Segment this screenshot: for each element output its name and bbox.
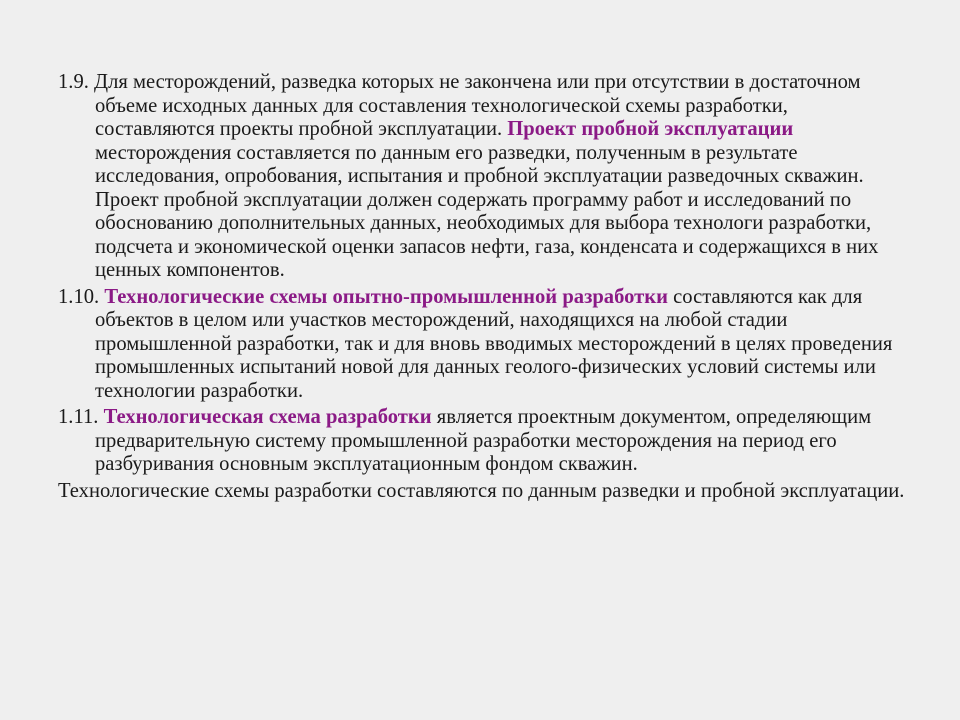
paragraph-1-9: [58, 71, 908, 283]
paragraph-text: Для месторождений, разведка которых не закончена или при отсутствии в достаточном объеме исходных данных для составления технологической схемы разработки, составляются проекты пробной эксплуатации.: [88, 71, 861, 140]
slide-body: [58, 71, 908, 506]
paragraph-1-11: [58, 406, 908, 477]
paragraph-text: является проектным документом, определяющим предварительную систему промышленной разработки месторождения на период его разбуривания основным эксплуатационным фондом скважин.: [95, 406, 872, 475]
highlighted-term: Технологические схемы опытно-промышленной разработки: [104, 285, 668, 308]
paragraph-number: 1.10.: [58, 285, 100, 308]
paragraph-text: месторождения составляется по данным его разведки, полученным в результате исследования, опробования, испытания и пробной эксплуатации разведочных скважин. Проект пробной эксплуатации должен содержать программу работ и исследований по обоснованию дополнительных данных, необходимых для выбора технологи разработки, подсчета и экономической оценки запасов нефти, газа, конденсата и содержащихся в них ценных компонентов.: [95, 141, 879, 281]
paragraph-number: 1.9.: [58, 71, 89, 93]
paragraph-number: 1.11.: [58, 406, 99, 428]
closing-paragraph: Технологические схемы разработки составляются по данным разведки и пробной эксплуатации.: [58, 479, 905, 502]
highlighted-term: Проект пробной эксплуатации: [507, 118, 794, 140]
highlighted-term: Технологическая схема разработки: [103, 406, 432, 428]
paragraph-1-10: [58, 286, 908, 404]
paragraph-text: составляются как для объектов в целом или участков месторождений, находящихся на любой стадии промышленной разработки, так и для вновь вводимых месторождений в целях проведения промышленных испытаний новой для данных геолого-физических условий системы или технологии разработки.: [95, 285, 893, 402]
